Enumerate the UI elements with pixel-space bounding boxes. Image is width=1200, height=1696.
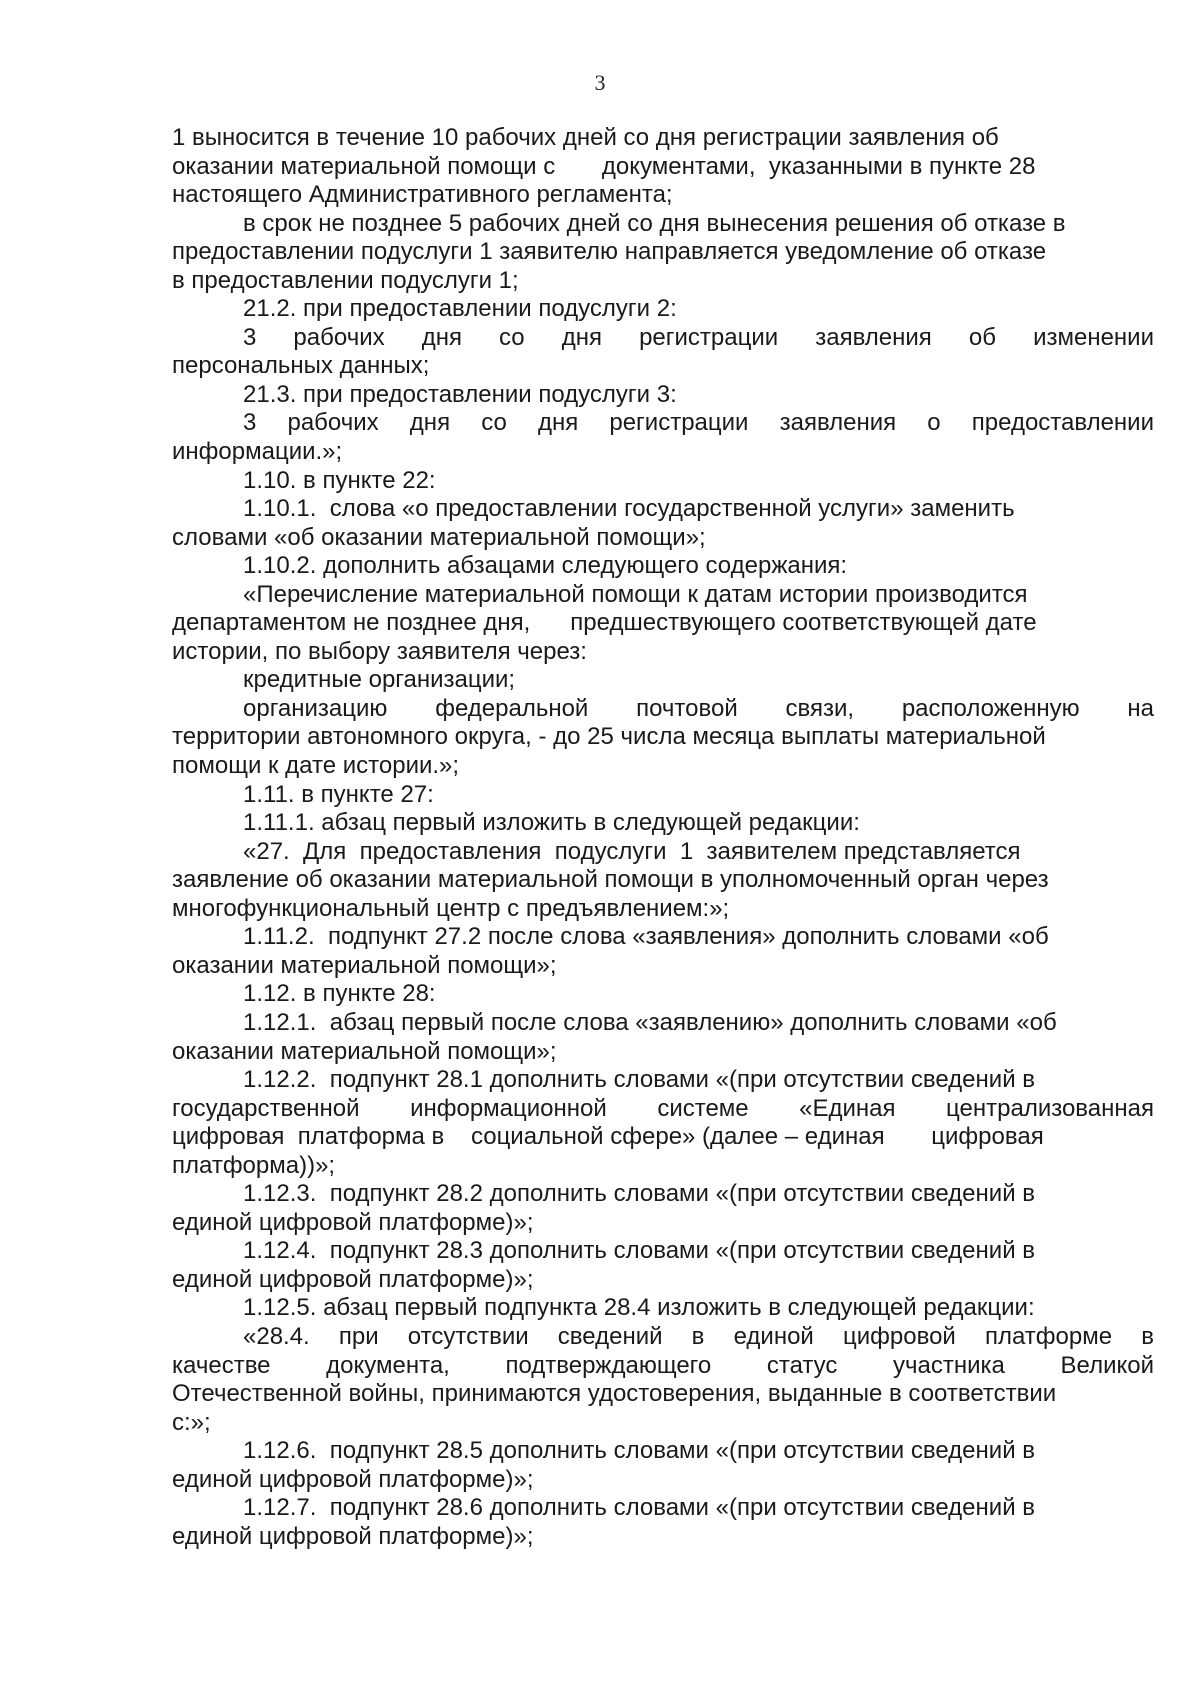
text-line: единой цифровой платформе)»; bbox=[172, 1208, 534, 1236]
text-line: организацию федеральной почтовой связи, расположенную на bbox=[243, 694, 1154, 722]
text-line: персональных данных; bbox=[172, 352, 430, 380]
text-line: 21.2. при предоставлении подуслуги 2: bbox=[243, 295, 677, 323]
text-line: многофункциональный центр с предъявлением:»; bbox=[172, 894, 730, 922]
text-line: 1.12.4. подпункт 28.3 дополнить словами «(при отсутствии сведений в bbox=[243, 1237, 1036, 1265]
text-line: Отечественной войны, принимаются удостоверения, выданные в соответствии bbox=[172, 1380, 1057, 1408]
text-line: государственной информационной системе «Единая централизованная bbox=[172, 1094, 1154, 1122]
text-line: единой цифровой платформе)»; bbox=[172, 1522, 534, 1550]
text-line: в предоставлении подуслуги 1; bbox=[172, 266, 519, 294]
text-line: 1.11. в пункте 27: bbox=[243, 780, 434, 808]
text-line: территории автономного округа, - до 25 числа месяца выплаты материальной bbox=[172, 723, 1046, 751]
text-line: словами «об оказании материальной помощи»; bbox=[172, 523, 706, 551]
text-line: оказании материальной помощи»; bbox=[172, 951, 557, 979]
text-line: истории, по выбору заявителя через: bbox=[172, 637, 587, 665]
text-line: департаментом не позднее дня, предшествующего соответствующей дате bbox=[172, 609, 1037, 637]
text-line: предоставлении подуслуги 1 заявителю направляется уведомление об отказе bbox=[172, 238, 1047, 266]
text-line: 1.10.1. слова «о предоставлении государственной услуги» заменить bbox=[243, 495, 1015, 523]
text-line: 1.12.1. абзац первый после слова «заявлению» дополнить словами «об bbox=[243, 1008, 1057, 1036]
page-number: 3 bbox=[594, 70, 606, 95]
text-line: оказании материальной помощи с документами, указанными в пункте 28 bbox=[172, 152, 1036, 180]
text-line: платформа))»; bbox=[172, 1151, 336, 1179]
text-line: «27. Для предоставления подуслуги 1 заявителем представляется bbox=[243, 837, 1021, 865]
text-line: информации.»; bbox=[172, 438, 343, 466]
text-line: оказании материальной помощи»; bbox=[172, 1037, 557, 1065]
text-line: заявление об оказании материальной помощи в уполномоченный орган через bbox=[172, 866, 1049, 894]
text-line: 1.12.2. подпункт 28.1 дополнить словами «(при отсутствии сведений в bbox=[243, 1066, 1036, 1094]
text-line: 1.12. в пункте 28: bbox=[243, 980, 436, 1008]
text-line: 1.12.5. абзац первый подпункта 28.4 изложить в следующей редакции: bbox=[243, 1294, 1035, 1322]
text-line: в срок не позднее 5 рабочих дней со дня вынесения решения об отказе в bbox=[243, 209, 1066, 237]
text-line: цифровая платформа в социальной сфере» (далее – единая цифровая bbox=[172, 1123, 1044, 1151]
text-line: «28.4. при отсутствии сведений в единой цифровой платформе в bbox=[243, 1322, 1154, 1350]
text-line: 1 выносится в течение 10 рабочих дней со дня регистрации заявления об bbox=[172, 124, 999, 151]
document-body bbox=[172, 124, 1154, 1551]
text-line: с:»; bbox=[172, 1408, 211, 1436]
text-line: 3 рабочих дня со дня регистрации заявления об изменении bbox=[243, 323, 1154, 351]
text-line: качестве документа, подтверждающего статус участника Великой bbox=[172, 1351, 1154, 1379]
text-line: 1.12.3. подпункт 28.2 дополнить словами «(при отсутствии сведений в bbox=[243, 1180, 1036, 1208]
text-line: кредитные организации; bbox=[243, 666, 516, 694]
text-line: 1.12.7. подпункт 28.6 дополнить словами «(при отсутствии сведений в bbox=[243, 1494, 1036, 1522]
text-line: настоящего Административного регламента; bbox=[172, 181, 673, 209]
text-line: 1.11.2. подпункт 27.2 после слова «заявления» дополнить словами «об bbox=[243, 923, 1049, 951]
text-line: единой цифровой платформе)»; bbox=[172, 1465, 534, 1493]
text-line: помощи к дате истории.»; bbox=[172, 752, 460, 780]
text-line: 3 рабочих дня со дня регистрации заявления о предоставлении bbox=[243, 409, 1154, 437]
text-line: 1.11.1. абзац первый изложить в следующей редакции: bbox=[243, 809, 860, 837]
text-line: 1.10.2. дополнить абзацами следующего содержания: bbox=[243, 552, 848, 580]
text-line: 1.12.6. подпункт 28.5 дополнить словами «(при отсутствии сведений в bbox=[243, 1437, 1036, 1465]
text-line: «Перечисление материальной помощи к датам истории производится bbox=[243, 580, 1028, 608]
text-line: 1.10. в пункте 22: bbox=[243, 466, 436, 494]
text-line: 21.3. при предоставлении подуслуги 3: bbox=[243, 380, 677, 408]
text-line: единой цифровой платформе)»; bbox=[172, 1265, 534, 1293]
